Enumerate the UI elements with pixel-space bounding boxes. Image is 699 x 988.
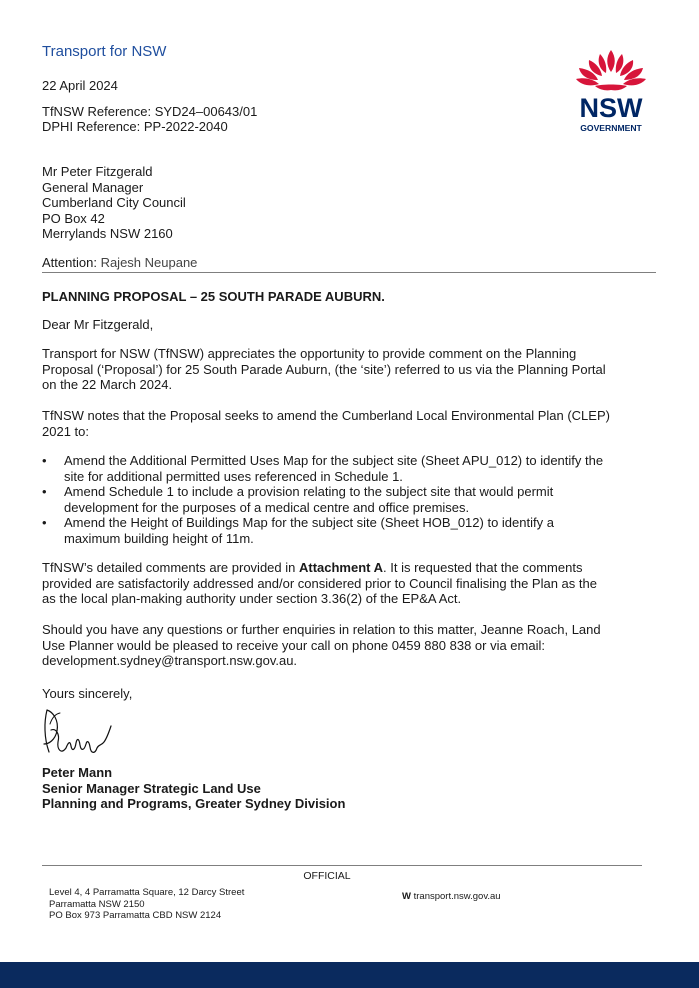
signatory-block [42,765,657,812]
address-line: PO Box 973 Parramatta CBD NSW 2124 [49,910,222,921]
amendment-list [42,453,662,546]
list-item [42,515,662,546]
footer-divider [42,865,642,866]
paragraph-line: as the local plan-making authority under section 3.36(2) of the EP&A Act. [42,591,462,606]
text-run: . It is requested that the comments [383,560,583,575]
footer-address [49,887,244,922]
recipient-line: General Manager [42,179,144,195]
website-link[interactable]: transport.nsw.gov.au [413,891,501,902]
attachment-reference: Attachment A [298,560,384,575]
header-divider [42,272,656,273]
list-item [42,484,662,515]
salutation: Dear Mr Fitzgerald, [42,317,154,332]
signatory-name: Peter Mann [42,765,113,780]
signatory-division: Planning and Programs, Greater Sydney Division [42,796,346,811]
paragraph-line: 2021 to: [42,423,89,439]
paragraph-line: provided are satisfactorily addressed and/or considered prior to Council finalising the Plan as the [42,575,597,591]
footer-website [402,891,501,903]
list-item-text: development for the purposes of a medical centre and office premises. [64,499,470,515]
paragraph-attachment [42,560,657,607]
handwritten-signature [40,704,116,762]
recipient-line: Merrylands NSW 2160 [42,226,173,241]
paragraph-line: development.sydney@transport.nsw.gov.au. [42,653,298,668]
recipient-line: Cumberland City Council [42,195,186,210]
list-item-text: Amend Schedule 1 to include a provision relating to the subject site that would permit [64,484,554,499]
recipient-line: PO Box 42 [42,210,105,226]
bullet-icon: • [42,453,47,468]
paragraph-line: Transport for NSW (TfNSW) appreciates the opportunity to provide comment on the Planning [42,346,577,361]
government-wordmark: GOVERNMENT [580,123,642,133]
list-item [42,453,662,484]
brand-name: Transport for NSW [42,43,167,60]
paragraph-line: Should you have any questions or further enquiries in relation to this matter, Jeanne Roach, Land [42,622,601,637]
letter-date: 22 April 2024 [42,78,118,93]
bullet-icon: • [42,484,47,499]
list-item-text: Amend the Additional Permitted Uses Map for the subject site (Sheet APU_012) to identify the [64,453,604,468]
website-label: W [402,891,411,902]
paragraph-intro [42,346,657,393]
nsw-wordmark: NSW [579,93,643,123]
recipient-line: Mr Peter Fitzgerald [42,164,153,179]
list-item-text: site for additional permitted uses referenced in Schedule 1. [64,468,403,484]
recipient-address [42,164,186,242]
security-classification: OFFICIAL [303,870,351,882]
address-line: Parramatta NSW 2150 [49,898,145,910]
nsw-government-logo [573,48,649,136]
signatory-title: Senior Manager Strategic Land Use [42,780,261,796]
dphi-reference: DPHI Reference: PP-2022-2040 [42,119,228,134]
paragraph-line [42,560,657,576]
address-line: Level 4, 4 Parramatta Square, 12 Darcy Street [49,887,245,898]
bullet-icon: • [42,515,47,530]
paragraph-line: on the 22 March 2024. [42,377,173,392]
waratah-flower-icon [576,50,646,90]
list-item-text: Amend the Height of Buildings Map for the subject site (Sheet HOB_012) to identify a [64,515,554,530]
paragraph-line: TfNSW notes that the Proposal seeks to amend the Cumberland Local Environmental Plan (CLEP) [42,408,610,423]
attention-line [42,255,197,271]
paragraph-proposal [42,408,657,439]
paragraph-contact [42,622,657,669]
list-item-text: maximum building height of 11m. [64,530,254,546]
footer-band [0,962,699,988]
text-run: TfNSW’s detailed comments are provided in [42,560,299,575]
attention-label: Attention: [42,255,97,270]
paragraph-line: Use Planner would be pleased to receive your call on phone 0459 880 838 or via email: [42,637,545,653]
letter-subject: PLANNING PROPOSAL – 25 SOUTH PARADE AUBURN. [42,289,385,304]
tfnsw-reference: TfNSW Reference: SYD24–00643/01 [42,104,258,119]
paragraph-line: Proposal (‘Proposal’) for 25 South Parade Auburn, (the ‘site’) referred to us via the Planning Portal [42,361,606,377]
attention-name: Rajesh Neupane [100,255,198,270]
closing: Yours sincerely, [42,686,133,701]
